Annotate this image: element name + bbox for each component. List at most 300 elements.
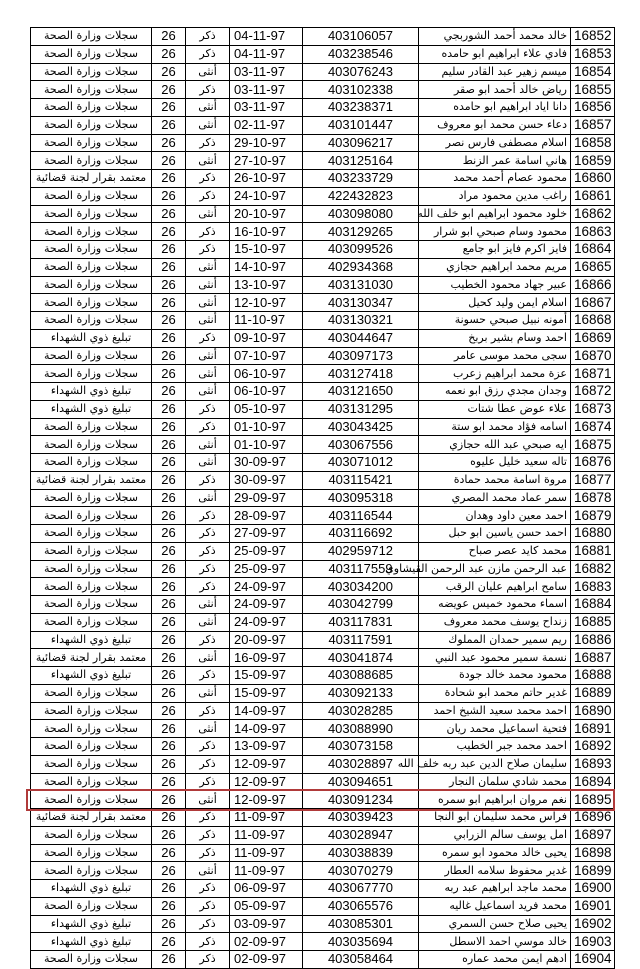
age-cell: 26 <box>152 329 186 347</box>
gender-cell: أنثى <box>186 276 230 294</box>
id-number-cell: 422432823 <box>303 187 419 205</box>
source-cell: سجلات وزارة الصحة <box>31 454 152 472</box>
id-number-cell: 403028947 <box>303 826 419 844</box>
source-cell: معتمد بقرار لجنة قضائية <box>31 649 152 667</box>
date-cell: 13-09-97 <box>230 738 303 756</box>
serial-number-cell: 16883 <box>571 578 615 596</box>
id-number-cell: 403127418 <box>303 365 419 383</box>
age-cell: 26 <box>152 613 186 631</box>
serial-number-cell: 16872 <box>571 383 615 401</box>
name-cell: راغب مدين محمود مراد <box>419 187 571 205</box>
age-cell: 26 <box>152 915 186 933</box>
table-row <box>31 258 615 276</box>
gender-cell: ذكر <box>186 241 230 259</box>
date-cell: 15-09-97 <box>230 667 303 685</box>
age-cell: 26 <box>152 81 186 99</box>
age-cell: 26 <box>152 649 186 667</box>
date-cell: 14-10-97 <box>230 258 303 276</box>
gender-cell: ذكر <box>186 45 230 63</box>
gender-cell: أنثى <box>186 99 230 117</box>
age-cell: 26 <box>152 791 186 809</box>
date-cell: 24-09-97 <box>230 613 303 631</box>
name-cell: رياض خالد أحمد ابو صقر <box>419 81 571 99</box>
name-cell: غدير حاتم محمد ابو شحادة <box>419 684 571 702</box>
id-number-cell: 403067556 <box>303 436 419 454</box>
id-number-cell: 403085301 <box>303 915 419 933</box>
source-cell: سجلات وزارة الصحة <box>31 81 152 99</box>
source-cell: معتمد بقرار لجنة قضائية <box>31 170 152 188</box>
serial-number-cell: 16904 <box>571 951 615 969</box>
date-cell: 24-09-97 <box>230 596 303 614</box>
id-number-cell: 403028285 <box>303 702 419 720</box>
source-cell: سجلات وزارة الصحة <box>31 134 152 152</box>
date-cell: 11-09-97 <box>230 826 303 844</box>
name-cell: اسلام مصطفى فارس نصر <box>419 134 571 152</box>
name-cell: سليمان صلاح الدين عبد ربه خلف الله <box>419 755 571 773</box>
serial-number-cell: 16888 <box>571 667 615 685</box>
serial-number-cell: 16856 <box>571 99 615 117</box>
date-cell: 03-11-97 <box>230 63 303 81</box>
table-row <box>31 436 615 454</box>
gender-cell: أنثى <box>186 116 230 134</box>
date-cell: 29-10-97 <box>230 134 303 152</box>
source-cell: سجلات وزارة الصحة <box>31 738 152 756</box>
date-cell: 15-10-97 <box>230 241 303 259</box>
gender-cell: ذكر <box>186 951 230 969</box>
name-cell: نغم مروان ابراهيم ابو سمره <box>419 791 571 809</box>
gender-cell: أنثى <box>186 383 230 401</box>
date-cell: 16-10-97 <box>230 223 303 241</box>
gender-cell: أنثى <box>186 649 230 667</box>
age-cell: 26 <box>152 684 186 702</box>
gender-cell: ذكر <box>186 809 230 827</box>
gender-cell: ذكر <box>186 28 230 46</box>
table-row <box>31 489 615 507</box>
table-row <box>31 755 615 773</box>
serial-number-cell: 16903 <box>571 933 615 951</box>
age-cell: 26 <box>152 312 186 330</box>
date-cell: 14-09-97 <box>230 720 303 738</box>
name-cell: وجدان مجدي رزق ابو نعمه <box>419 383 571 401</box>
id-number-cell: 403076243 <box>303 63 419 81</box>
serial-number-cell: 16900 <box>571 880 615 898</box>
name-cell: محمود عصام أحمد محمد <box>419 170 571 188</box>
age-cell: 26 <box>152 99 186 117</box>
age-cell: 26 <box>152 28 186 46</box>
date-cell: 30-09-97 <box>230 471 303 489</box>
date-cell: 16-09-97 <box>230 649 303 667</box>
table-row <box>31 809 615 827</box>
serial-number-cell: 16866 <box>571 276 615 294</box>
table-row <box>31 329 615 347</box>
table-row <box>31 915 615 933</box>
date-cell: 15-09-97 <box>230 684 303 702</box>
source-cell: سجلات وزارة الصحة <box>31 826 152 844</box>
serial-number-cell: 16885 <box>571 613 615 631</box>
serial-number-cell: 16853 <box>571 45 615 63</box>
age-cell: 26 <box>152 63 186 81</box>
id-number-cell: 403101447 <box>303 116 419 134</box>
date-cell: 07-10-97 <box>230 347 303 365</box>
gender-cell: ذكر <box>186 525 230 543</box>
serial-number-cell: 16871 <box>571 365 615 383</box>
name-cell: خالد موسي احمد الاسطل <box>419 933 571 951</box>
id-number-cell: 403042799 <box>303 596 419 614</box>
age-cell: 26 <box>152 134 186 152</box>
name-cell: علاء عوض عطا شتات <box>419 400 571 418</box>
date-cell: 24-09-97 <box>230 578 303 596</box>
source-cell: سجلات وزارة الصحة <box>31 542 152 560</box>
age-cell: 26 <box>152 596 186 614</box>
id-number-cell: 403097173 <box>303 347 419 365</box>
id-number-cell: 403116692 <box>303 525 419 543</box>
date-cell: 03-11-97 <box>230 81 303 99</box>
age-cell: 26 <box>152 436 186 454</box>
table-row <box>31 862 615 880</box>
gender-cell: أنثى <box>186 152 230 170</box>
date-cell: 02-09-97 <box>230 951 303 969</box>
source-cell: سجلات وزارة الصحة <box>31 702 152 720</box>
age-cell: 26 <box>152 187 186 205</box>
name-cell: دانا اياد ابراهيم ابو حامده <box>419 99 571 117</box>
serial-number-cell: 16870 <box>571 347 615 365</box>
date-cell: 09-10-97 <box>230 329 303 347</box>
name-cell: فراس محمد سليمان ابو النجا <box>419 809 571 827</box>
age-cell: 26 <box>152 170 186 188</box>
age-cell: 26 <box>152 844 186 862</box>
id-number-cell: 403096217 <box>303 134 419 152</box>
source-cell: سجلات وزارة الصحة <box>31 951 152 969</box>
gender-cell: ذكر <box>186 880 230 898</box>
id-number-cell: 403117591 <box>303 631 419 649</box>
date-cell: 04-11-97 <box>230 45 303 63</box>
source-cell: سجلات وزارة الصحة <box>31 507 152 525</box>
serial-number-cell: 16879 <box>571 507 615 525</box>
source-cell: سجلات وزارة الصحة <box>31 312 152 330</box>
table-row <box>31 525 615 543</box>
date-cell: 20-09-97 <box>230 631 303 649</box>
table-row <box>31 631 615 649</box>
table-row <box>31 826 615 844</box>
id-number-cell: 403095318 <box>303 489 419 507</box>
gender-cell: ذكر <box>186 223 230 241</box>
date-cell: 01-10-97 <box>230 436 303 454</box>
serial-number-cell: 16895 <box>571 791 615 809</box>
table-row <box>31 560 615 578</box>
name-cell: أمونه نبيل صبحي حسونة <box>419 312 571 330</box>
table-row <box>31 880 615 898</box>
date-cell: 05-09-97 <box>230 897 303 915</box>
serial-number-cell: 16894 <box>571 773 615 791</box>
source-cell: تبليغ ذوي الشهداء <box>31 400 152 418</box>
age-cell: 26 <box>152 507 186 525</box>
source-cell: سجلات وزارة الصحة <box>31 791 152 809</box>
name-cell: عزة محمد ابراهيم زعرب <box>419 365 571 383</box>
source-cell: سجلات وزارة الصحة <box>31 187 152 205</box>
gender-cell: ذكر <box>186 738 230 756</box>
gender-cell: أنثى <box>186 63 230 81</box>
date-cell: 27-09-97 <box>230 525 303 543</box>
gender-cell: ذكر <box>186 915 230 933</box>
name-cell: خالد محمد أحمد الشوربجي <box>419 28 571 46</box>
serial-number-cell: 16867 <box>571 294 615 312</box>
name-cell: اسلام ايمن وليد كحيل <box>419 294 571 312</box>
source-cell: سجلات وزارة الصحة <box>31 347 152 365</box>
table-row <box>31 471 615 489</box>
age-cell: 26 <box>152 542 186 560</box>
age-cell: 26 <box>152 862 186 880</box>
gender-cell: ذكر <box>186 755 230 773</box>
source-cell: سجلات وزارة الصحة <box>31 99 152 117</box>
table-row <box>31 28 615 46</box>
id-number-cell: 403238546 <box>303 45 419 63</box>
date-cell: 29-09-97 <box>230 489 303 507</box>
serial-number-cell: 16893 <box>571 755 615 773</box>
serial-number-cell: 16874 <box>571 418 615 436</box>
source-cell: سجلات وزارة الصحة <box>31 844 152 862</box>
id-number-cell: 403088685 <box>303 667 419 685</box>
serial-number-cell: 16887 <box>571 649 615 667</box>
id-number-cell: 403130347 <box>303 294 419 312</box>
table-row <box>31 81 615 99</box>
date-cell: 03-11-97 <box>230 99 303 117</box>
gender-cell: ذكر <box>186 81 230 99</box>
name-cell: احمد معين داود وهدان <box>419 507 571 525</box>
name-cell: امل يوسف سالم الزرابي <box>419 826 571 844</box>
id-number-cell: 403058464 <box>303 951 419 969</box>
gender-cell: أنثى <box>186 684 230 702</box>
source-cell: سجلات وزارة الصحة <box>31 489 152 507</box>
source-cell: سجلات وزارة الصحة <box>31 596 152 614</box>
source-cell: سجلات وزارة الصحة <box>31 897 152 915</box>
id-number-cell: 403094651 <box>303 773 419 791</box>
gender-cell: أنثى <box>186 791 230 809</box>
age-cell: 26 <box>152 116 186 134</box>
source-cell: تبليغ ذوي الشهداء <box>31 383 152 401</box>
name-cell: ريم سمير حمدان المملوك <box>419 631 571 649</box>
source-cell: سجلات وزارة الصحة <box>31 773 152 791</box>
gender-cell: أنثى <box>186 613 230 631</box>
name-cell: محمد شادي سلمان النجار <box>419 773 571 791</box>
id-number-cell: 403102338 <box>303 81 419 99</box>
age-cell: 26 <box>152 294 186 312</box>
id-number-cell: 403129265 <box>303 223 419 241</box>
age-cell: 26 <box>152 241 186 259</box>
age-cell: 26 <box>152 933 186 951</box>
date-cell: 06-10-97 <box>230 383 303 401</box>
date-cell: 27-10-97 <box>230 152 303 170</box>
date-cell: 11-09-97 <box>230 844 303 862</box>
date-cell: 28-09-97 <box>230 507 303 525</box>
gender-cell: أنثى <box>186 205 230 223</box>
gender-cell: أنثى <box>186 294 230 312</box>
name-cell: سمر عماد محمد المصري <box>419 489 571 507</box>
serial-number-cell: 16884 <box>571 596 615 614</box>
age-cell: 26 <box>152 560 186 578</box>
table-body <box>31 28 615 969</box>
name-cell: اسماء محمود خميس عويضه <box>419 596 571 614</box>
source-cell: سجلات وزارة الصحة <box>31 241 152 259</box>
serial-number-cell: 16869 <box>571 329 615 347</box>
id-number-cell: 403121650 <box>303 383 419 401</box>
gender-cell: ذكر <box>186 329 230 347</box>
name-cell: تاله سعيد خليل عليوه <box>419 454 571 472</box>
date-cell: 11-09-97 <box>230 862 303 880</box>
age-cell: 26 <box>152 365 186 383</box>
source-cell: سجلات وزارة الصحة <box>31 720 152 738</box>
name-cell: احمد وسام بشير بربخ <box>419 329 571 347</box>
date-cell: 11-09-97 <box>230 809 303 827</box>
serial-number-cell: 16865 <box>571 258 615 276</box>
name-cell: يحيى خالد محمود ابو سمره <box>419 844 571 862</box>
age-cell: 26 <box>152 223 186 241</box>
gender-cell: ذكر <box>186 667 230 685</box>
source-cell: تبليغ ذوي الشهداء <box>31 631 152 649</box>
gender-cell: ذكر <box>186 578 230 596</box>
source-cell: سجلات وزارة الصحة <box>31 436 152 454</box>
table-row <box>31 773 615 791</box>
id-number-cell: 403130321 <box>303 312 419 330</box>
name-cell: سجى محمد موسى عامر <box>419 347 571 365</box>
name-cell: محمود وسام صبحي ابو شرار <box>419 223 571 241</box>
table-row <box>31 738 615 756</box>
name-cell: مروة اسامة محمد حمادة <box>419 471 571 489</box>
table-row <box>31 933 615 951</box>
gender-cell: أنثى <box>186 862 230 880</box>
serial-number-cell: 16860 <box>571 170 615 188</box>
date-cell: 06-10-97 <box>230 365 303 383</box>
serial-number-cell: 16897 <box>571 826 615 844</box>
date-cell: 05-10-97 <box>230 400 303 418</box>
gender-cell: ذكر <box>186 187 230 205</box>
age-cell: 26 <box>152 471 186 489</box>
date-cell: 02-09-97 <box>230 933 303 951</box>
date-cell: 06-09-97 <box>230 880 303 898</box>
name-cell: اسامه فؤاد محمد ابو ستة <box>419 418 571 436</box>
name-cell: محمد فريد اسماعيل غاليه <box>419 897 571 915</box>
name-cell: ميسم زهير عبد القادر سليم <box>419 63 571 81</box>
gender-cell: ذكر <box>186 400 230 418</box>
name-cell: احمد حسن ياسين ابو حبل <box>419 525 571 543</box>
name-cell: عبير جهاد محمود الخطيب <box>419 276 571 294</box>
age-cell: 26 <box>152 826 186 844</box>
age-cell: 26 <box>152 525 186 543</box>
date-cell: 24-10-97 <box>230 187 303 205</box>
age-cell: 26 <box>152 738 186 756</box>
table-row <box>31 720 615 738</box>
source-cell: سجلات وزارة الصحة <box>31 205 152 223</box>
date-cell: 04-11-97 <box>230 28 303 46</box>
source-cell: معتمد بقرار لجنة قضائية <box>31 471 152 489</box>
serial-number-cell: 16857 <box>571 116 615 134</box>
id-number-cell: 403117559 <box>303 560 419 578</box>
gender-cell: ذكر <box>186 471 230 489</box>
table-row <box>31 418 615 436</box>
source-cell: سجلات وزارة الصحة <box>31 684 152 702</box>
gender-cell: أنثى <box>186 454 230 472</box>
source-cell: سجلات وزارة الصحة <box>31 45 152 63</box>
table-row <box>31 365 615 383</box>
gender-cell: أنثى <box>186 365 230 383</box>
serial-number-cell: 16898 <box>571 844 615 862</box>
age-cell: 26 <box>152 383 186 401</box>
id-number-cell: 403106057 <box>303 28 419 46</box>
table-row <box>31 276 615 294</box>
age-cell: 26 <box>152 880 186 898</box>
source-cell: تبليغ ذوي الشهداء <box>31 915 152 933</box>
age-cell: 26 <box>152 276 186 294</box>
id-number-cell: 403099526 <box>303 241 419 259</box>
id-number-cell: 402934368 <box>303 258 419 276</box>
table-row <box>31 99 615 117</box>
table-row <box>31 152 615 170</box>
id-number-cell: 403233729 <box>303 170 419 188</box>
gender-cell: ذكر <box>186 542 230 560</box>
source-cell: معتمد بقرار لجنة قضائية <box>31 809 152 827</box>
name-cell: ادهم ايمن محمد عماره <box>419 951 571 969</box>
serial-number-cell: 16852 <box>571 28 615 46</box>
source-cell: سجلات وزارة الصحة <box>31 28 152 46</box>
table-row <box>31 205 615 223</box>
table-row <box>31 844 615 862</box>
id-number-cell: 403125164 <box>303 152 419 170</box>
id-number-cell: 403039423 <box>303 809 419 827</box>
table-row <box>31 187 615 205</box>
id-number-cell: 403091234 <box>303 791 419 809</box>
source-cell: تبليغ ذوي الشهداء <box>31 329 152 347</box>
source-cell: تبليغ ذوي الشهداء <box>31 933 152 951</box>
gender-cell: أنثى <box>186 312 230 330</box>
source-cell: سجلات وزارة الصحة <box>31 294 152 312</box>
table-row <box>31 63 615 81</box>
name-cell: يحيى صلاح حسن السمري <box>419 915 571 933</box>
id-number-cell: 403044647 <box>303 329 419 347</box>
source-cell: سجلات وزارة الصحة <box>31 525 152 543</box>
table-row <box>31 951 615 969</box>
serial-number-cell: 16891 <box>571 720 615 738</box>
source-cell: سجلات وزارة الصحة <box>31 365 152 383</box>
table-row <box>31 383 615 401</box>
age-cell: 26 <box>152 809 186 827</box>
age-cell: 26 <box>152 152 186 170</box>
serial-number-cell: 16858 <box>571 134 615 152</box>
id-number-cell: 402959712 <box>303 542 419 560</box>
gender-cell: ذكر <box>186 631 230 649</box>
serial-number-cell: 16890 <box>571 702 615 720</box>
source-cell: سجلات وزارة الصحة <box>31 560 152 578</box>
serial-number-cell: 16896 <box>571 809 615 827</box>
gender-cell: أنثى <box>186 436 230 454</box>
id-number-cell: 403035694 <box>303 933 419 951</box>
serial-number-cell: 16881 <box>571 542 615 560</box>
name-cell: محمد كايد عصر صباح <box>419 542 571 560</box>
source-cell: سجلات وزارة الصحة <box>31 418 152 436</box>
age-cell: 26 <box>152 755 186 773</box>
date-cell: 02-11-97 <box>230 116 303 134</box>
date-cell: 03-09-97 <box>230 915 303 933</box>
table-row <box>31 241 615 259</box>
serial-number-cell: 16889 <box>571 684 615 702</box>
gender-cell: ذكر <box>186 702 230 720</box>
date-cell: 25-09-97 <box>230 560 303 578</box>
name-cell: فتحية اسماعيل محمد ريان <box>419 720 571 738</box>
age-cell: 26 <box>152 489 186 507</box>
source-cell: سجلات وزارة الصحة <box>31 276 152 294</box>
name-cell: سامح ابراهيم عليان الرقب <box>419 578 571 596</box>
age-cell: 26 <box>152 631 186 649</box>
date-cell: 20-10-97 <box>230 205 303 223</box>
serial-number-cell: 16863 <box>571 223 615 241</box>
